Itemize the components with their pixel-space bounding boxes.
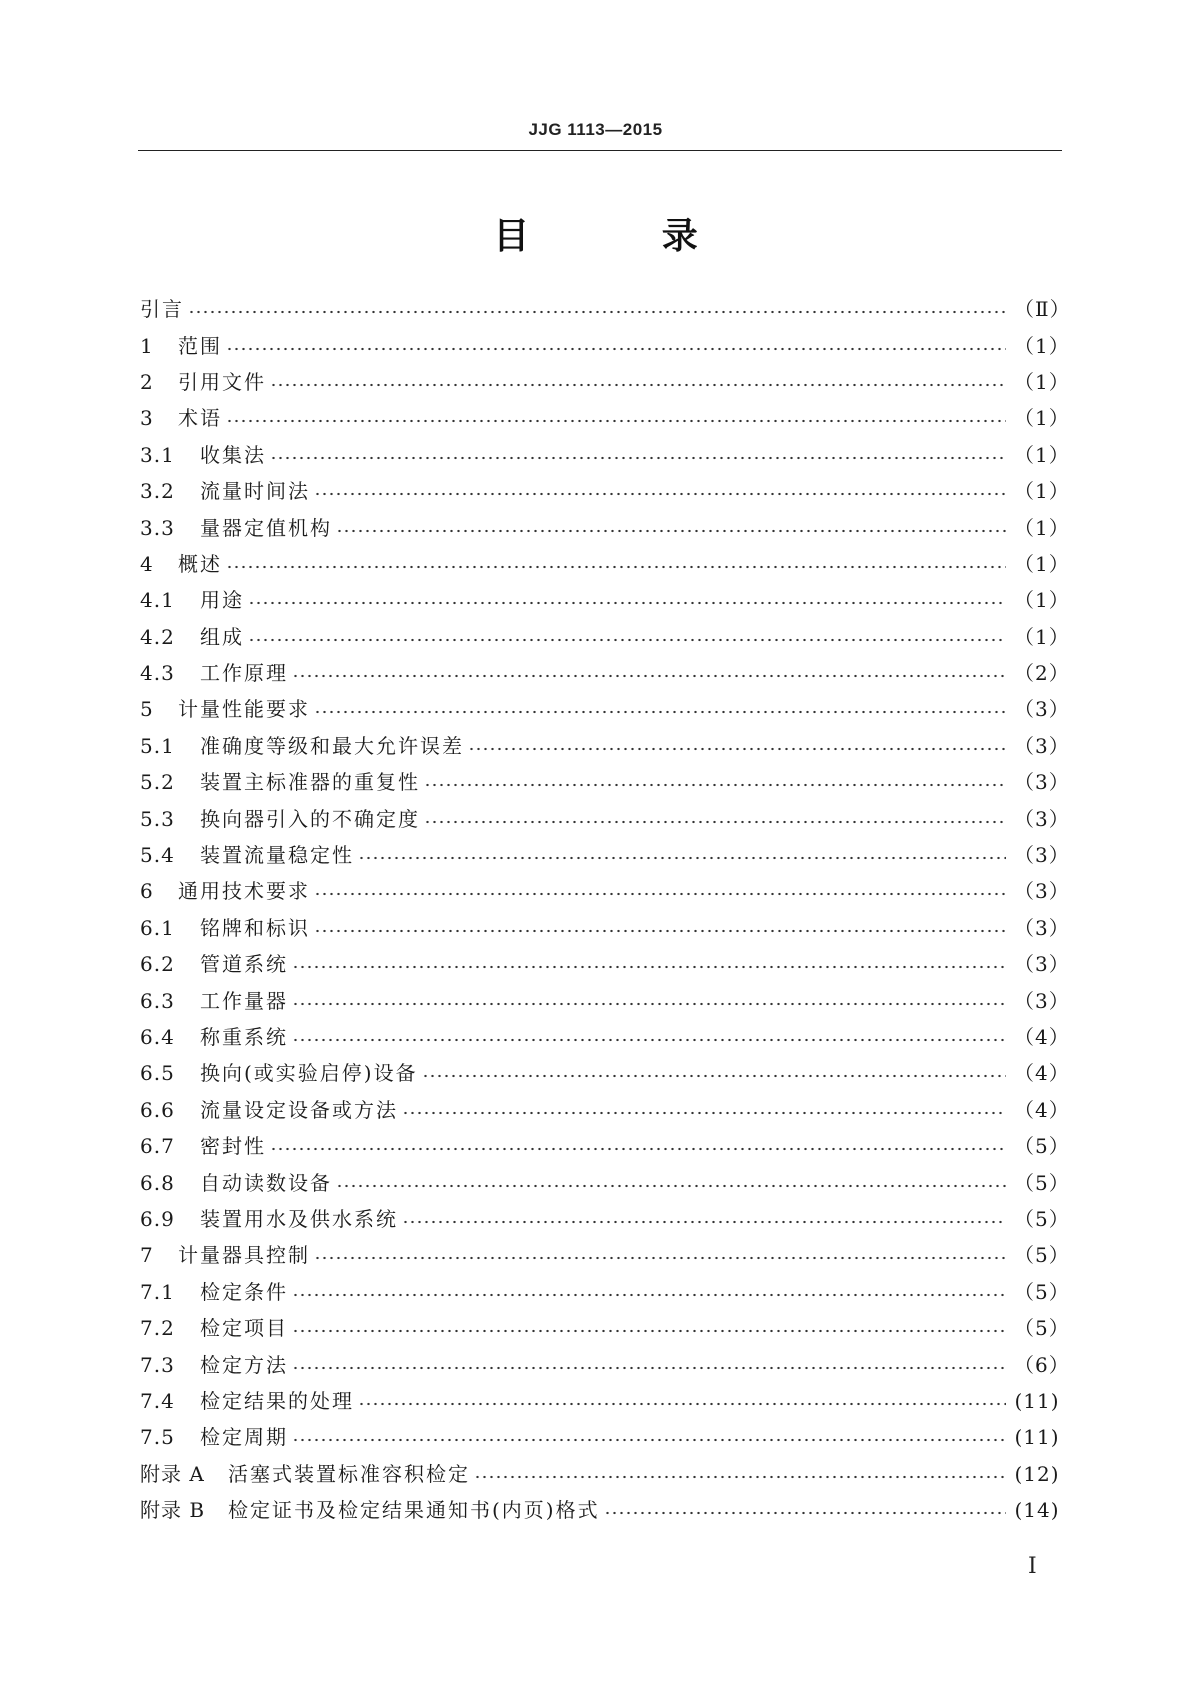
toc-dot-leader xyxy=(424,820,1006,824)
toc-dot-leader xyxy=(248,638,1006,642)
toc-dot-leader xyxy=(248,601,1006,605)
toc-entry-number: 1 xyxy=(140,333,154,358)
toc-dot-leader xyxy=(604,1511,1006,1515)
toc-entry-label: 计量性能要求 xyxy=(178,697,310,722)
toc-dot-leader xyxy=(314,892,1006,896)
toc-entry-label: 检定项目 xyxy=(200,1316,288,1341)
toc-entry-number: 6.5 xyxy=(140,1061,175,1086)
toc-entry-page: (11) xyxy=(1014,1425,1060,1450)
toc-entry-page: （1） xyxy=(1014,515,1070,540)
toc-entry-page: （5） xyxy=(1014,1243,1070,1268)
toc-dot-leader xyxy=(336,529,1006,533)
toc-entry-label: 检定条件 xyxy=(200,1279,288,1304)
toc-entry[interactable] xyxy=(140,1492,1060,1528)
toc-entry-page: （3） xyxy=(1014,843,1070,868)
toc-entry-number: 3 xyxy=(140,406,154,431)
toc-entry[interactable] xyxy=(140,800,1070,836)
toc-entry-label: 装置主标准器的重复性 xyxy=(200,770,420,795)
toc-entry-page: （Ⅱ） xyxy=(1014,297,1071,322)
toc-entry[interactable] xyxy=(140,1419,1060,1455)
toc-entry-number: 3.2 xyxy=(140,479,175,504)
table-of-contents xyxy=(140,291,1071,1528)
toc-dot-leader xyxy=(292,1038,1006,1042)
toc-entry-label: 换向(或实验启停)设备 xyxy=(200,1061,418,1086)
toc-entry-number: 5.3 xyxy=(140,806,175,831)
toc-entry-label: 计量器具控制 xyxy=(178,1243,310,1268)
toc-entry-label: 检定结果的处理 xyxy=(200,1388,354,1413)
toc-entry-label: 工作量器 xyxy=(200,988,288,1013)
toc-entry-label: 量器定值机构 xyxy=(200,515,332,540)
toc-entry[interactable] xyxy=(140,1092,1070,1128)
toc-entry[interactable] xyxy=(140,655,1070,691)
toc-entry-page: （4） xyxy=(1014,1061,1070,1086)
header-divider xyxy=(138,150,1062,151)
toc-entry-number: 6.9 xyxy=(140,1206,175,1231)
toc-entry-label: 工作原理 xyxy=(200,661,288,686)
toc-entry-number: 6.8 xyxy=(140,1170,175,1195)
toc-dot-leader xyxy=(292,1002,1006,1006)
toc-dot-leader xyxy=(314,492,1006,496)
toc-dot-leader xyxy=(226,565,1006,569)
toc-entry-page: （3） xyxy=(1014,915,1070,940)
toc-entry-label: 组成 xyxy=(200,624,244,649)
toc-entry[interactable] xyxy=(140,910,1070,946)
toc-entry-page: (11) xyxy=(1014,1388,1060,1413)
toc-entry-label: 概述 xyxy=(178,551,222,576)
toc-entry-number: 6.7 xyxy=(140,1134,175,1159)
toc-entry-label: 术语 xyxy=(178,406,222,431)
toc-entry-number: 3.1 xyxy=(140,442,175,467)
toc-entry[interactable] xyxy=(140,473,1070,509)
toc-entry-number: 6.4 xyxy=(140,1025,175,1049)
page-title: 目 录 xyxy=(493,216,758,257)
toc-entry-page: （3） xyxy=(1014,697,1070,722)
toc-entry-number: 6.2 xyxy=(140,952,175,977)
toc-dot-leader xyxy=(424,783,1006,787)
toc-entry-page: （3） xyxy=(1014,806,1070,831)
toc-entry[interactable] xyxy=(140,873,1070,909)
toc-entry[interactable] xyxy=(140,1019,1070,1055)
toc-entry[interactable] xyxy=(140,327,1070,363)
toc-entry[interactable] xyxy=(140,1128,1070,1164)
toc-entry-number: 2 xyxy=(140,369,154,394)
toc-entry-label: 换向器引入的不确定度 xyxy=(200,806,420,831)
toc-entry-number: 6.3 xyxy=(140,988,175,1013)
toc-entry-page: （6） xyxy=(1014,1352,1070,1377)
toc-entry-page: (14) xyxy=(1014,1498,1060,1523)
toc-dot-leader xyxy=(402,1111,1006,1115)
toc-dot-leader xyxy=(358,1402,1006,1406)
toc-entry[interactable] xyxy=(140,546,1070,582)
toc-entry-number: 7.4 xyxy=(140,1388,175,1413)
toc-entry-label: 通用技术要求 xyxy=(178,879,310,904)
toc-entry-page: （5） xyxy=(1014,1279,1070,1304)
toc-entry-page: （2） xyxy=(1014,661,1070,686)
toc-entry-number: 7.1 xyxy=(140,1279,175,1304)
toc-entry-number: 5 xyxy=(140,697,154,722)
toc-entry-number: 6 xyxy=(140,879,154,904)
toc-entry-page: （1） xyxy=(1014,479,1070,504)
toc-entry-number: 7.5 xyxy=(140,1425,175,1450)
toc-entry-label: 流量时间法 xyxy=(200,479,310,504)
toc-entry-label: 收集法 xyxy=(200,442,266,467)
toc-dot-leader xyxy=(292,1366,1006,1370)
toc-entry[interactable] xyxy=(140,1055,1070,1091)
toc-dot-leader xyxy=(422,1074,1006,1078)
toc-entry-page: （3） xyxy=(1014,952,1070,977)
toc-entry-page: （3） xyxy=(1014,988,1070,1013)
toc-dot-leader xyxy=(270,1147,1006,1151)
toc-entry[interactable] xyxy=(140,728,1070,764)
toc-entry[interactable] xyxy=(140,582,1070,618)
toc-entry-label: 活塞式装置标准容积检定 xyxy=(228,1461,470,1486)
toc-dot-leader xyxy=(226,347,1006,351)
toc-entry-page: （1） xyxy=(1014,406,1070,431)
toc-entry-label: 管道系统 xyxy=(200,952,288,977)
toc-entry-number: 6.6 xyxy=(140,1097,175,1122)
toc-entry-number: 7 xyxy=(140,1243,154,1268)
toc-entry[interactable] xyxy=(140,1201,1070,1237)
toc-entry[interactable] xyxy=(140,946,1070,982)
toc-entry-page: （1） xyxy=(1014,442,1070,467)
toc-entry[interactable] xyxy=(140,437,1070,473)
toc-entry[interactable] xyxy=(140,837,1070,873)
toc-entry[interactable] xyxy=(140,400,1070,436)
toc-entry-label: 流量设定设备或方法 xyxy=(200,1097,398,1122)
toc-entry[interactable] xyxy=(140,364,1070,400)
toc-dot-leader xyxy=(292,1329,1006,1333)
toc-entry[interactable] xyxy=(140,1274,1070,1310)
toc-dot-leader xyxy=(336,1184,1006,1188)
toc-dot-leader xyxy=(292,965,1006,969)
toc-entry[interactable] xyxy=(140,1456,1060,1492)
toc-entry-number: 附录 B xyxy=(140,1498,206,1523)
toc-entry-label: 密封性 xyxy=(200,1134,266,1159)
toc-dot-leader xyxy=(468,747,1006,751)
toc-dot-leader xyxy=(402,1220,1006,1224)
toc-entry-number: 5.4 xyxy=(140,843,175,868)
toc-entry-label: 检定方法 xyxy=(200,1352,288,1377)
toc-dot-leader xyxy=(188,310,1006,314)
page-number: I xyxy=(1028,1554,1037,1579)
toc-entry-page: （4） xyxy=(1014,1097,1070,1122)
toc-entry-label: 自动读数设备 xyxy=(200,1170,332,1195)
toc-entry-page: （1） xyxy=(1014,333,1070,358)
toc-entry-number: 附录 A xyxy=(140,1461,205,1486)
toc-entry-label: 装置流量稳定性 xyxy=(200,843,354,868)
toc-entry-label: 检定证书及检定结果通知书(内页)格式 xyxy=(228,1498,600,1523)
toc-entry-label: 称重系统 xyxy=(200,1025,288,1049)
toc-entry-label: 引用文件 xyxy=(178,369,266,394)
toc-entry-number: 4.3 xyxy=(140,661,175,686)
toc-dot-leader xyxy=(314,1256,1006,1260)
toc-entry-page: （5） xyxy=(1014,1170,1070,1195)
toc-dot-leader xyxy=(314,929,1006,933)
toc-entry-number: 7.3 xyxy=(140,1352,175,1377)
toc-entry[interactable] xyxy=(140,1310,1070,1346)
toc-dot-leader xyxy=(292,674,1006,678)
toc-entry-label: 铭牌和标识 xyxy=(200,915,310,940)
toc-dot-leader xyxy=(474,1475,1006,1479)
toc-entry[interactable] xyxy=(140,982,1070,1018)
toc-entry-number: 5.1 xyxy=(140,733,175,758)
toc-entry-page: （1） xyxy=(1014,588,1070,613)
toc-dot-leader xyxy=(292,1293,1006,1297)
toc-entry-number: 6.1 xyxy=(140,915,175,940)
toc-entry[interactable] xyxy=(140,691,1070,727)
toc-entry-page: （5） xyxy=(1014,1316,1070,1341)
toc-entry[interactable] xyxy=(140,1164,1070,1200)
toc-entry-label: 装置用水及供水系统 xyxy=(200,1206,398,1231)
toc-entry[interactable] xyxy=(140,1383,1060,1419)
toc-entry[interactable] xyxy=(140,619,1070,655)
toc-entry-label: 引言 xyxy=(140,297,184,322)
toc-entry-page: （1） xyxy=(1014,624,1070,649)
toc-dot-leader xyxy=(270,383,1006,387)
toc-entry-number: 5.2 xyxy=(140,770,175,795)
toc-entry-label: 用途 xyxy=(200,588,244,613)
toc-entry[interactable] xyxy=(140,1237,1070,1273)
toc-entry-number: 4 xyxy=(140,551,154,576)
toc-entry-page: （5） xyxy=(1014,1134,1070,1159)
toc-entry-number: 4.1 xyxy=(140,588,175,613)
toc-dot-leader xyxy=(226,419,1006,423)
toc-entry-page: （3） xyxy=(1014,879,1070,904)
toc-entry-number: 3.3 xyxy=(140,515,175,540)
toc-entry-label: 检定周期 xyxy=(200,1425,288,1450)
toc-entry-number: 7.2 xyxy=(140,1316,175,1341)
toc-dot-leader xyxy=(314,710,1006,714)
toc-entry[interactable] xyxy=(140,1346,1070,1382)
toc-entry-page: （1） xyxy=(1014,369,1070,394)
toc-entry[interactable] xyxy=(140,291,1071,327)
toc-entry-page: （5） xyxy=(1014,1206,1070,1231)
toc-entry[interactable] xyxy=(140,509,1070,545)
toc-dot-leader xyxy=(270,456,1006,460)
toc-entry-page: （3） xyxy=(1014,770,1070,795)
toc-dot-leader xyxy=(292,1438,1006,1442)
toc-dot-leader xyxy=(358,856,1006,860)
toc-entry-number: 4.2 xyxy=(140,624,175,649)
toc-entry-label: 准确度等级和最大允许误差 xyxy=(200,733,464,758)
toc-entry-page: （3） xyxy=(1014,733,1070,758)
toc-entry-label: 范围 xyxy=(178,333,222,358)
toc-entry-page: （4） xyxy=(1014,1025,1070,1049)
toc-entry[interactable] xyxy=(140,764,1070,800)
toc-entry-page: （1） xyxy=(1014,551,1070,576)
toc-entry-page: (12) xyxy=(1014,1461,1060,1486)
document-code: JJG 1113—2015 xyxy=(528,120,663,139)
